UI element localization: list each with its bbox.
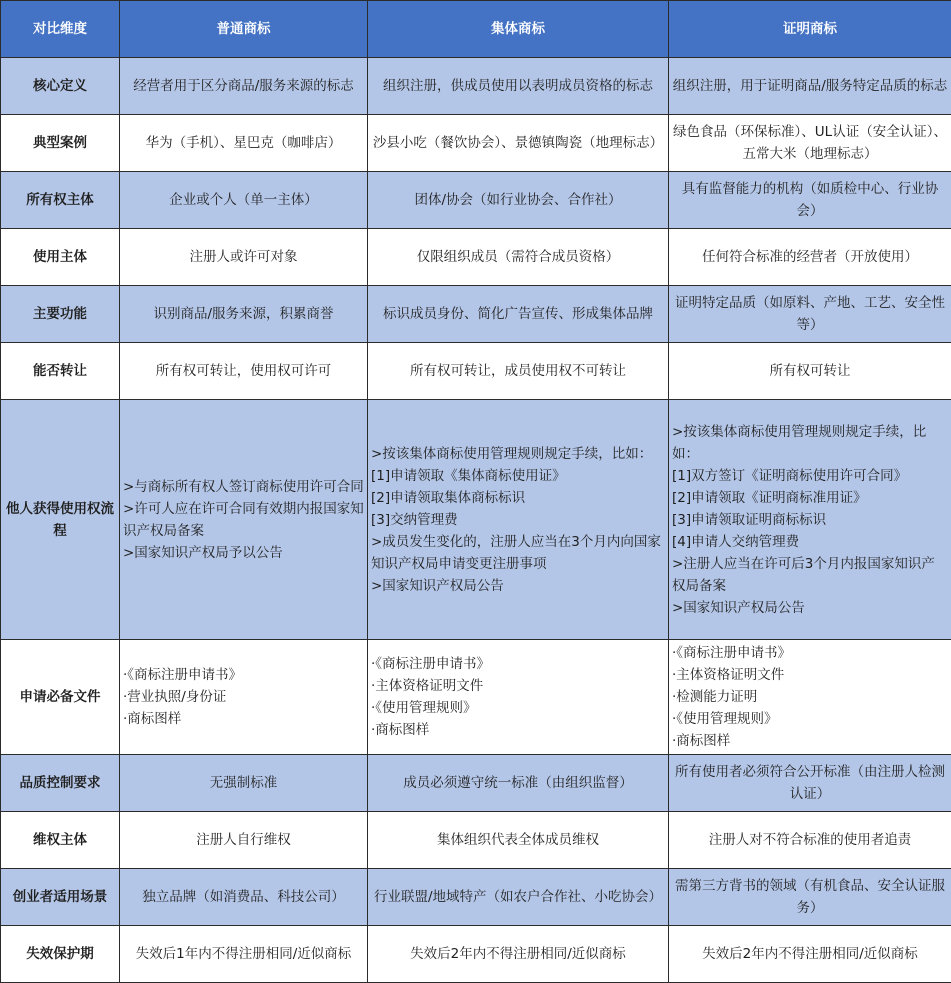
row-label: 他人获得使用权流程 [1, 400, 120, 640]
process-step: >与商标所有权人签订商标使用许可合同 [123, 476, 364, 498]
header-ordinary-trademark: 普通商标 [120, 1, 368, 58]
certification-cell: 任何符合标准的经营者（开放使用） [669, 229, 951, 286]
ordinary-cell: 注册人或许可对象 [120, 229, 368, 286]
row-label: 创业者适用场景 [1, 869, 120, 926]
collective-cell: 组织注册，供成员使用以表明成员资格的标志 [368, 58, 669, 115]
document-item: ·《商标注册申请书》 [672, 642, 948, 664]
process-step: [1]双方签订《证明商标使用许可合同》 [672, 465, 948, 487]
ordinary-cell: 华为（手机）、星巴克（咖啡店） [120, 115, 368, 172]
certification-cell: 所有权可转让 [669, 343, 951, 400]
row-label: 所有权主体 [1, 172, 120, 229]
collective-cell: 所有权可转让，成员使用权不可转让 [368, 343, 669, 400]
ordinary-cell [120, 400, 368, 640]
document-item: ·营业执照/身份证 [123, 686, 364, 708]
header-dimension: 对比维度 [1, 1, 120, 58]
table-row [1, 286, 951, 343]
table-row [1, 115, 951, 172]
document-item: ·商标图样 [371, 719, 665, 741]
process-step: >注册人应当在许可后3个月内报国家知识产权局备案 [672, 553, 948, 597]
document-item: ·《商标注册申请书》 [371, 653, 665, 675]
certification-cell: 所有使用者必须符合公开标准（由注册人检测认证） [669, 755, 951, 812]
header-collective-trademark: 集体商标 [368, 1, 669, 58]
table-row [1, 640, 951, 755]
collective-cell: 团体/协会（如行业协会、合作社） [368, 172, 669, 229]
row-label: 失效保护期 [1, 926, 120, 983]
row-label: 品质控制要求 [1, 755, 120, 812]
ordinary-cell [120, 640, 368, 755]
ordinary-cell: 无强制标准 [120, 755, 368, 812]
process-step: >按该集体商标使用管理规则规定手续，比如： [371, 443, 665, 465]
collective-cell [368, 400, 669, 640]
collective-cell: 失效后2年内不得注册相同/近似商标 [368, 926, 669, 983]
ordinary-cell: 识别商品/服务来源，积累商誉 [120, 286, 368, 343]
process-step: >许可人应在许可合同有效期内报国家知识产权局备案 [123, 498, 364, 542]
document-item: ·商标图样 [672, 730, 948, 752]
table-row [1, 343, 951, 400]
document-item: ·主体资格证明文件 [672, 664, 948, 686]
row-label: 能否转让 [1, 343, 120, 400]
process-step: [3]交纳管理费 [371, 509, 665, 531]
table-row [1, 172, 951, 229]
collective-cell: 集体组织代表全体成员维权 [368, 812, 669, 869]
certification-cell: 绿色食品（环保标准）、UL认证（安全认证）、五常大米（地理标志） [669, 115, 951, 172]
certification-cell [669, 640, 951, 755]
table-row [1, 400, 951, 640]
process-step: >国家知识产权局公告 [672, 597, 948, 619]
process-step: [2]申请领取《证明商标准用证》 [672, 487, 948, 509]
certification-cell [669, 400, 951, 640]
process-step: [4]申请人交纳管理费 [672, 531, 948, 553]
document-item: ·主体资格证明文件 [371, 675, 665, 697]
ordinary-cell: 注册人自行维权 [120, 812, 368, 869]
process-step: [1]申请领取《集体商标使用证》 [371, 465, 665, 487]
ordinary-cell: 企业或个人（单一主体） [120, 172, 368, 229]
process-step: >成员发生变化的，注册人应当在3个月内向国家知识产权局申请变更注册事项 [371, 531, 665, 575]
document-item: ·商标图样 [123, 708, 364, 730]
collective-cell [368, 640, 669, 755]
certification-cell: 需第三方背书的领域（有机食品、安全认证服务） [669, 869, 951, 926]
process-step: >国家知识产权局公告 [371, 575, 665, 597]
document-item: ·《商标注册申请书》 [123, 664, 364, 686]
process-step: [3]申请领取证明商标标识 [672, 509, 948, 531]
table-row [1, 926, 951, 983]
certification-cell: 证明特定品质（如原料、产地、工艺、安全性等） [669, 286, 951, 343]
row-label: 主要功能 [1, 286, 120, 343]
table-row [1, 58, 951, 115]
certification-cell: 注册人对不符合标准的使用者追责 [669, 812, 951, 869]
ordinary-cell: 独立品牌（如消费品、科技公司） [120, 869, 368, 926]
table-row [1, 755, 951, 812]
row-label: 申请必备文件 [1, 640, 120, 755]
ordinary-cell: 所有权可转让，使用权可许可 [120, 343, 368, 400]
collective-cell: 标识成员身份、简化广告宣传、形成集体品牌 [368, 286, 669, 343]
table-row [1, 229, 951, 286]
ordinary-cell: 失效后1年内不得注册相同/近似商标 [120, 926, 368, 983]
document-item: ·《使用管理规则》 [672, 708, 948, 730]
header-row [1, 1, 951, 58]
row-label: 核心定义 [1, 58, 120, 115]
document-item: ·检测能力证明 [672, 686, 948, 708]
row-label: 维权主体 [1, 812, 120, 869]
table-row [1, 869, 951, 926]
collective-cell: 沙县小吃（餐饮协会）、景德镇陶瓷（地理标志） [368, 115, 669, 172]
row-label: 使用主体 [1, 229, 120, 286]
process-step: [2]申请领取集体商标标识 [371, 487, 665, 509]
certification-cell: 失效后2年内不得注册相同/近似商标 [669, 926, 951, 983]
document-item: ·《使用管理规则》 [371, 697, 665, 719]
table-row [1, 812, 951, 869]
certification-cell: 组织注册，用于证明商品/服务特定品质的标志 [669, 58, 951, 115]
header-certification-trademark: 证明商标 [669, 1, 951, 58]
row-label: 典型案例 [1, 115, 120, 172]
process-step: >按该集体商标使用管理规则规定手续，比如： [672, 421, 948, 465]
ordinary-cell: 经营者用于区分商品/服务来源的标志 [120, 58, 368, 115]
collective-cell: 仅限组织成员（需符合成员资格） [368, 229, 669, 286]
collective-cell: 成员必须遵守统一标准（由组织监督） [368, 755, 669, 812]
certification-cell: 具有监督能力的机构（如质检中心、行业协会） [669, 172, 951, 229]
process-step: >国家知识产权局予以公告 [123, 542, 364, 564]
collective-cell: 行业联盟/地域特产（如农户合作社、小吃协会） [368, 869, 669, 926]
